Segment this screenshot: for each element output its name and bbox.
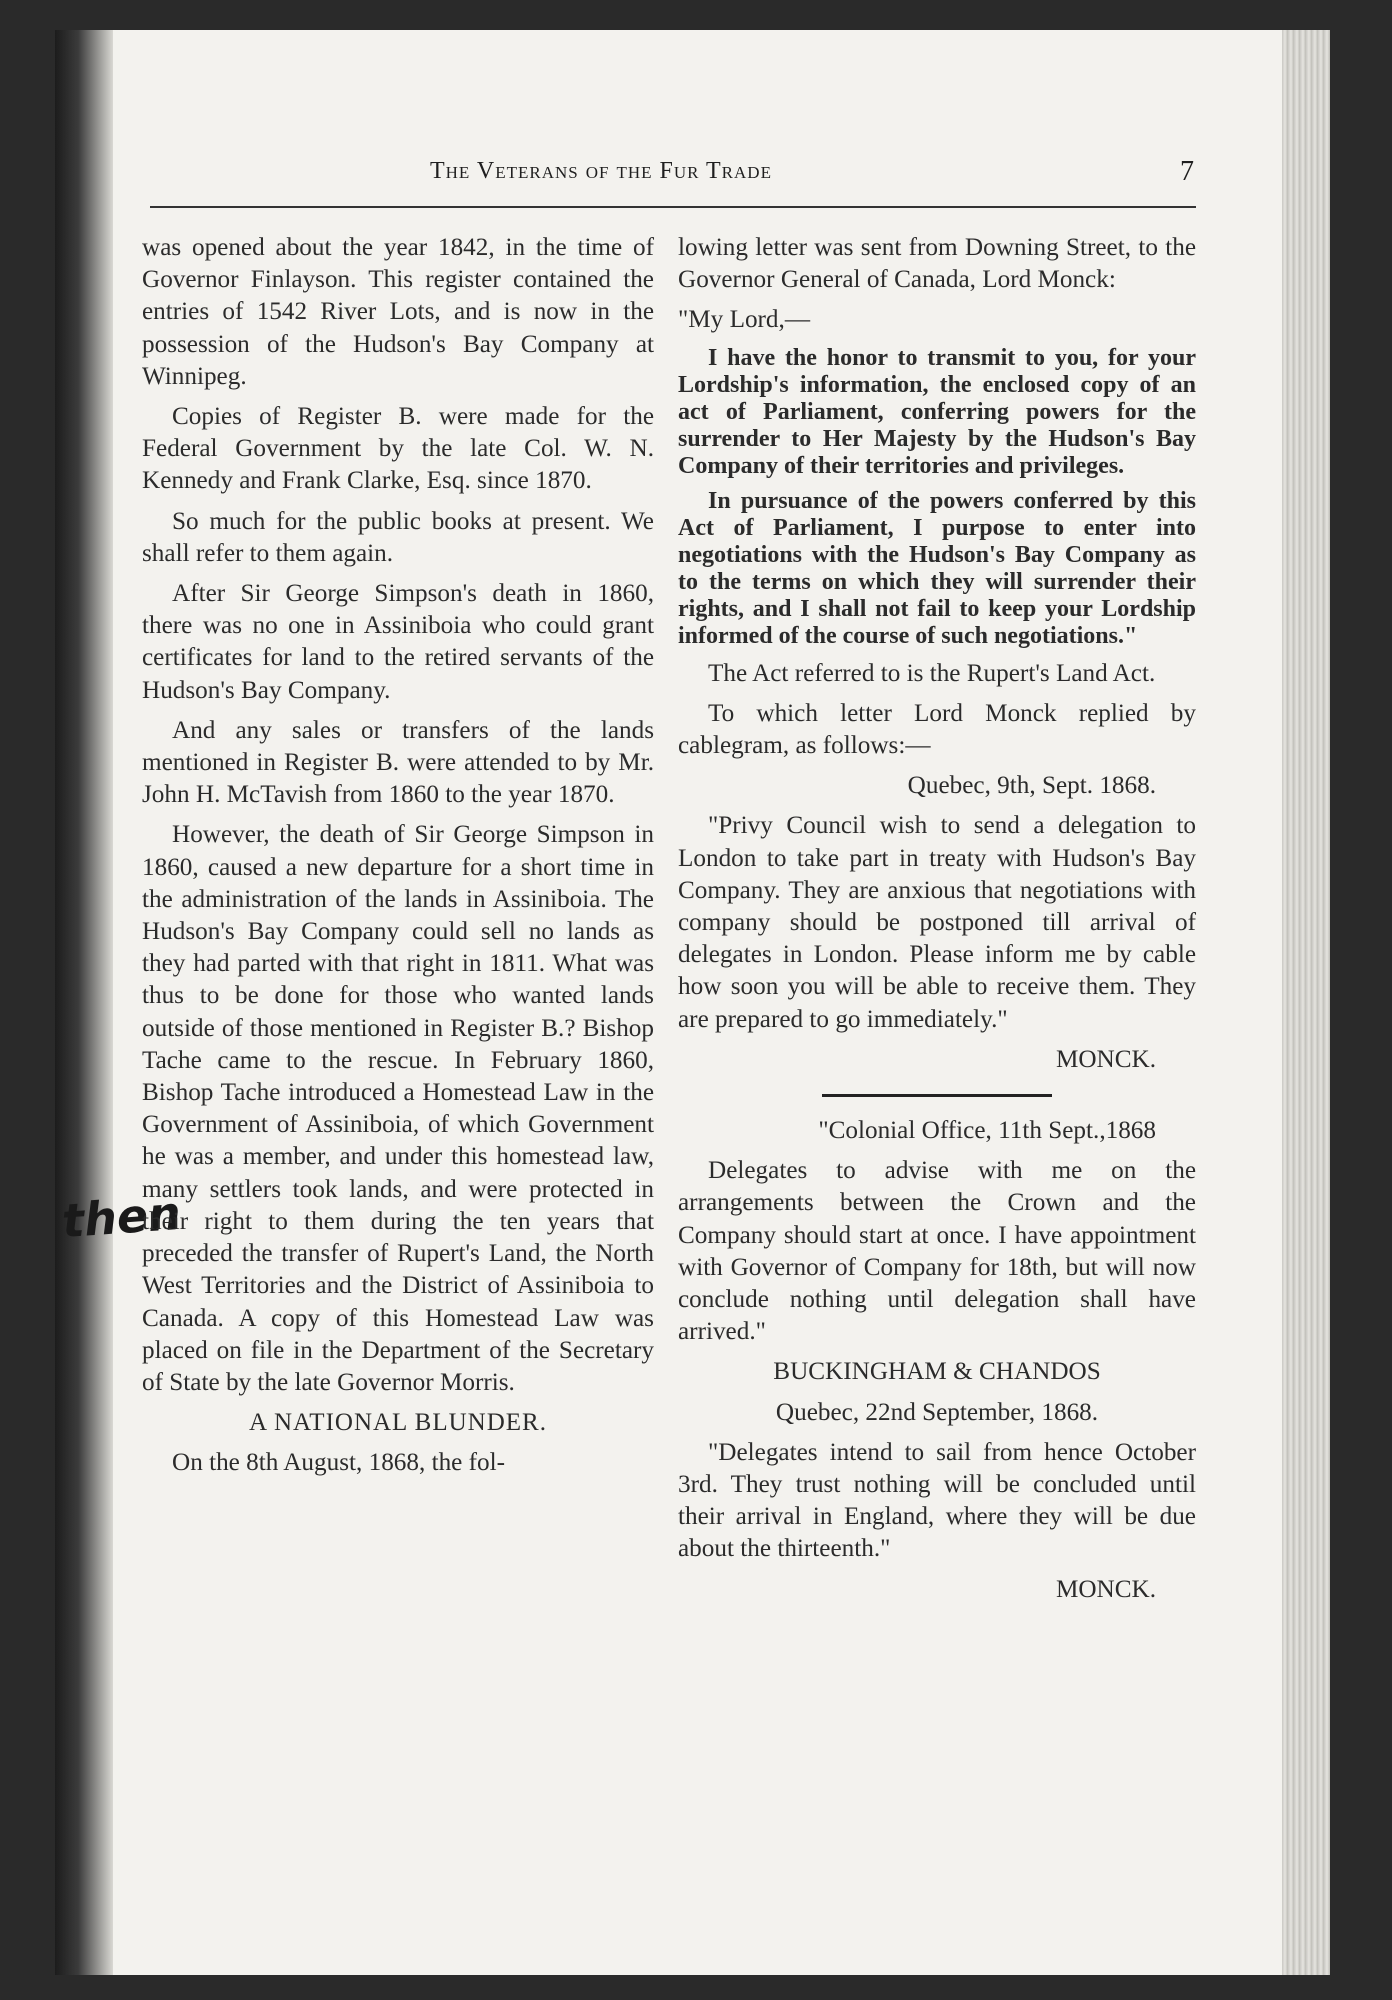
- signature: MONCK.: [1055, 1575, 1156, 1603]
- paragraph: However, the death of Sir George Simpson in 1860, caused a new departure for a short time in the administration of the lands in Assiniboia. The Hudson's Bay Company could sell no lands as they had parted with that right in 1811. What was thus to be done for those who wanted lands outside of those mentioned in Register B.? Bishop Tache came to the rescue. In February 1860, Bishop Tache introduced a Homestead Law in the Government of Assiniboia, of which Government he was a member, and under this homestead law, many settlers took lands, and were protected in their right to them during the ten years that preceded the transfer of Rupert's Land, the North West Territories and the District of Assiniboia to Canada. A copy of this Homestead Law was placed on file in the Department of the Secretary of State by the late Governor Morris.: [142, 821, 654, 1396]
- dateline: Quebec, 22nd September, 1868.: [775, 1398, 1099, 1426]
- salutation: "My Lord,—: [678, 306, 811, 334]
- signature: BUCKINGHAM & CHANDOS: [773, 1358, 1101, 1386]
- dateline: "Colonial Office, 11th Sept.,1868: [818, 1117, 1156, 1145]
- handwritten-annotation: then: [60, 1185, 183, 1249]
- paragraph: After Sir George Simpson's death in 1860, there was no one in Assiniboia who could grant certificates for land to the retired servants of the Hudson's Bay Company.: [142, 580, 654, 704]
- cablegram-text: "Delegates intend to sail from hence October 3rd. They trust nothing will be concluded until their arrival in England, where they will be due about the thirteenth.": [678, 1438, 1196, 1563]
- paragraph: was opened about the year 1842, in the time of Governor Finlayson. This register contained the entries of 1542 River Lots, and is now in the possession of the Hudson's Bay Company at Winnipeg.: [142, 234, 654, 390]
- paragraph: So much for the public books at present. We shall refer to them again.: [142, 507, 654, 567]
- page-stack-edge: [1282, 30, 1330, 1975]
- running-header-title: The Veterans of the Fur Trade: [430, 158, 772, 184]
- separator-rule: [822, 1094, 1052, 1097]
- paragraph: Copies of Register B. were made for the Federal Government by the late Col. W. N. Kennedy and Frank Clarke, Esq. since 1870.: [142, 403, 654, 495]
- header-rule: [150, 206, 1196, 208]
- book-binding-edge: [55, 30, 113, 1975]
- paragraph: To which letter Lord Monck replied by cablegram, as follows:—: [678, 699, 1196, 760]
- right-column: [678, 232, 1196, 1614]
- letter-paragraph: I have the honor to transmit to you, for your Lordship's information, the enclosed copy of an act of Parliament, conferring powers for the surrender to Her Majesty by the Hudson's Bay Company of their territories and privileges.: [678, 344, 1196, 479]
- paragraph: lowing letter was sent from Downing Street, to the Governor General of Canada, Lord Monck:: [678, 234, 1196, 294]
- left-column: [142, 232, 654, 1488]
- section-heading: A NATIONAL BLUNDER.: [249, 1409, 547, 1437]
- page-number: 7: [1180, 156, 1194, 187]
- letter-paragraph: In pursuance of the powers conferred by this Act of Parliament, I purpose to enter into negotiations with the Hudson's Bay Company as to the terms on which they will surrender their rights, and I shall not fail to keep your Lordship informed of the course of such negotiations.": [678, 487, 1196, 649]
- cablegram-text: Delegates to advise with me on the arrangements between the Crown and the Company should start at once. I have appointment with Governor of Company for 18th, but will now conclude nothing until delegation shall have arrived.": [678, 1157, 1196, 1346]
- cablegram-text: "Privy Council wish to send a delegation to London to take part in treaty with Hudson's Bay Company. They are anxious that negotiations with company should be postponed till arrival of delegates in London. Please inform me by cable how soon you will be able to receive them. They are prepared to go immediately.": [678, 812, 1196, 1033]
- signature: MONCK.: [1055, 1045, 1156, 1073]
- paragraph: The Act referred to is the Rupert's Land Act.: [708, 659, 1156, 687]
- dateline: Quebec, 9th, Sept. 1868.: [907, 772, 1156, 800]
- paragraph: And any sales or transfers of the lands mentioned in Register B. were attended to by Mr. John H. McTavish from 1860 to the year 1870.: [142, 716, 654, 809]
- paragraph: On the 8th August, 1868, the fol-: [172, 1449, 506, 1477]
